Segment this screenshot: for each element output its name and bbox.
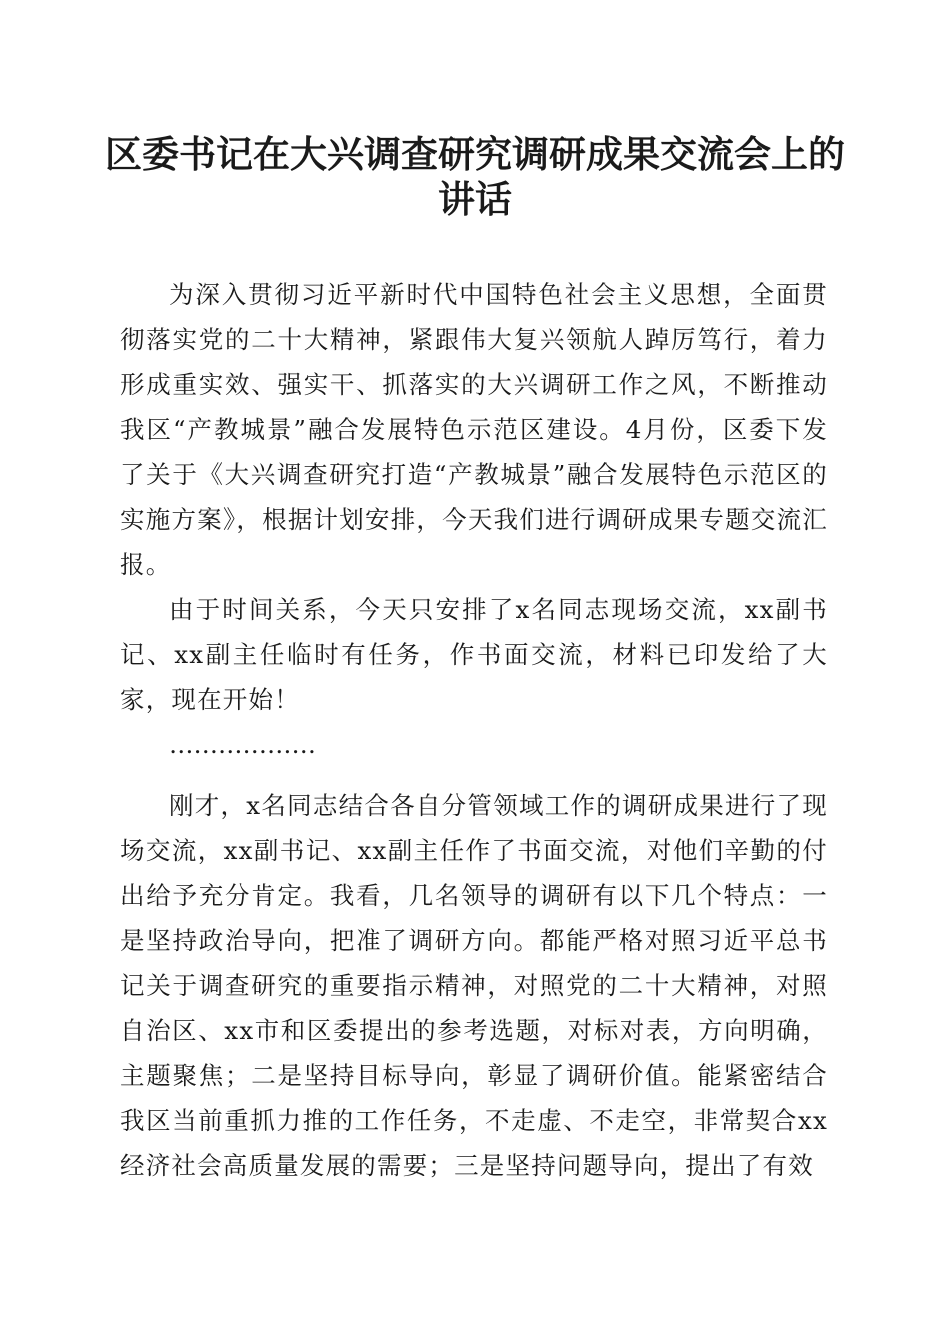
- paragraph-arrangement: 由于时间关系，今天只安排了x名同志现场交流，xx副书记、xx副主任临时有任务，作书面交流，材料已印发给了大家，现在开始！: [120, 595, 828, 714]
- paragraph-intro: 为深入贯彻习近平新时代中国特色社会主义思想，全面贯彻落实党的二十大精神，紧跟伟大复兴领航人踔厉笃行，着力形成重实效、强实干、抓落实的大兴调研工作之风，不断推动我区“产教城景”融合发展特色示范区建设。4月份，区委下发了关于《大兴调查研究打造“产教城景”融合发展特色示范区的实施方案》，根据计划安排，今天我们进行调研成果专题交流汇报。: [120, 280, 828, 579]
- paragraph-ellipsis: ………………: [169, 730, 316, 759]
- document-title: 区委书记在大兴调查研究调研成果交流会上的讲话: [105, 132, 845, 221]
- paragraph-summary: 刚才，x名同志结合各自分管领域工作的调研成果进行了现场交流，xx副书记、xx副主任作了书面交流，对他们辛勤的付出给予充分肯定。我看，几名领导的调研有以下几个特点：一是坚持政治导向，把准了调研方向。都能严格对照习近平总书记关于调查研究的重要指示精神，对照党的二十大精神，对照自治区、xx市和区委提出的参考选题，对标对表，方向明确，主题聚焦；二是坚持目标导向，彰显了调研价值。能紧密结合我区当前重抓力推的工作任务，不走虚、不走空，非常契合xx经济社会高质量发展的需要；三是坚持问题导向，提出了有效: [120, 791, 828, 1180]
- document-body: [120, 272, 828, 1188]
